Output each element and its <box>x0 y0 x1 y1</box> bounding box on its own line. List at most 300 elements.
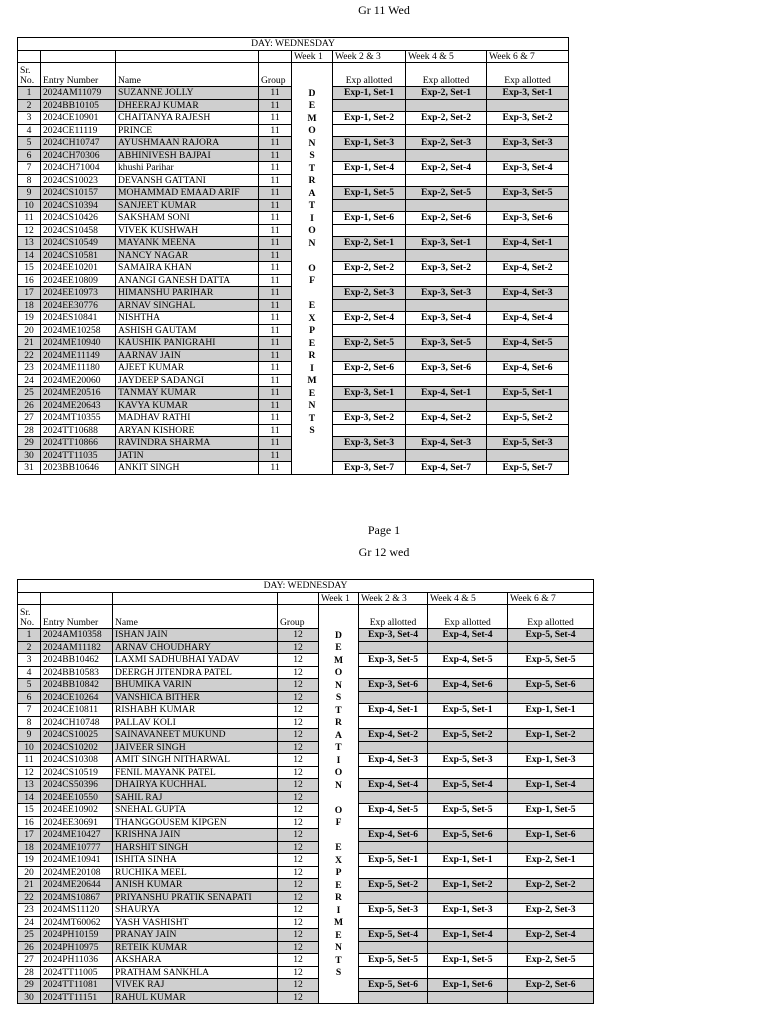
sr-no-cell: 6 <box>18 149 41 162</box>
exp-week2-3-cell <box>359 691 428 704</box>
sr-no-cell: 16 <box>18 274 41 287</box>
name-cell: khushi Parihar <box>116 162 259 175</box>
table-row <box>18 679 594 692</box>
group-cell: 11 <box>259 287 292 300</box>
vertical-letter: E <box>292 99 333 112</box>
exp-week4-5-cell <box>406 399 487 412</box>
entry-number-header: Entry Number <box>41 605 113 629</box>
exp-week4-5-cell <box>406 324 487 337</box>
exp-week2-3-cell: Exp-2, Set-3 <box>333 287 406 300</box>
exp-week6-7-cell: Exp-1, Set-1 <box>508 704 594 717</box>
exp-week6-7-cell <box>508 991 594 1004</box>
week-header: Week 6 & 7 <box>508 592 594 605</box>
group-cell: 12 <box>278 629 319 642</box>
exp-week4-5-cell <box>406 374 487 387</box>
vertical-letter: E <box>292 299 333 312</box>
name-cell: DHEERAJ KUMAR <box>116 99 259 112</box>
entry-number-cell: 2024BB10105 <box>41 99 116 112</box>
exp-week2-3-cell <box>359 866 428 879</box>
group-cell: 11 <box>259 124 292 137</box>
name-cell: ASHISH GAUTAM <box>116 324 259 337</box>
table-row <box>18 904 594 917</box>
entry-number-cell: 2024CH10748 <box>41 716 113 729</box>
vertical-letter: E <box>292 337 333 350</box>
vertical-letter: S <box>319 966 359 979</box>
group-cell: 11 <box>259 199 292 212</box>
name-cell: ABHINIVESH BAJPAI <box>116 149 259 162</box>
exp-week4-5-cell: Exp-5, Set-6 <box>428 829 508 842</box>
sr-no-cell: 13 <box>18 237 41 250</box>
exp-week6-7-cell: Exp-3, Set-5 <box>487 187 569 200</box>
exp-week6-7-cell: Exp-4, Set-4 <box>487 312 569 325</box>
entry-number-cell: 2024BB10583 <box>41 666 113 679</box>
sr-no-cell: 10 <box>18 199 41 212</box>
vertical-letter: S <box>292 149 333 162</box>
name-cell: FENIL MAYANK PATEL <box>113 766 278 779</box>
name-cell: SHAURYA <box>113 904 278 917</box>
name-cell: AYUSHMAAN RAJORA <box>116 137 259 150</box>
exp-week2-3-cell <box>359 766 428 779</box>
sr-no-cell: 29 <box>18 437 41 450</box>
exp-week6-7-cell <box>487 424 569 437</box>
vertical-letter <box>292 449 333 462</box>
vertical-letter: N <box>319 941 359 954</box>
table-row <box>18 412 569 425</box>
exp-week4-5-cell: Exp-4, Set-7 <box>406 462 487 475</box>
exp-week6-7-cell: Exp-2, Set-3 <box>508 904 594 917</box>
vertical-letter: M <box>319 916 359 929</box>
exp-week4-5-cell <box>406 274 487 287</box>
vertical-letter: T <box>292 412 333 425</box>
section-title-gr12: Gr 12 wed <box>358 545 410 559</box>
vertical-letter: T <box>319 741 359 754</box>
exp-week4-5-cell <box>406 99 487 112</box>
table-row <box>18 349 569 362</box>
sr-no-cell: 28 <box>18 424 41 437</box>
exp-week4-5-cell: Exp-1, Set-3 <box>428 904 508 917</box>
exp-week6-7-cell: Exp-4, Set-3 <box>487 287 569 300</box>
exp-week4-5-cell: Exp-1, Set-4 <box>428 929 508 942</box>
vertical-letter: T <box>319 954 359 967</box>
exp-week2-3-cell: Exp-4, Set-4 <box>359 779 428 792</box>
table-row <box>18 766 594 779</box>
vertical-letter <box>319 791 359 804</box>
sr-no-cell: 23 <box>18 362 41 375</box>
table-row <box>18 654 594 667</box>
entry-number-cell: 2024AM10358 <box>41 629 113 642</box>
entry-number-cell: 2024CH71004 <box>41 162 116 175</box>
entry-number-cell: 2024EE30691 <box>41 816 113 829</box>
exp-week6-7-cell <box>508 641 594 654</box>
sr-no-cell: 10 <box>18 741 41 754</box>
exp-week6-7-cell: Exp-3, Set-2 <box>487 112 569 125</box>
table-row <box>18 87 569 100</box>
exp-week6-7-cell <box>508 841 594 854</box>
entry-number-cell: 2024TT11035 <box>41 449 116 462</box>
entry-number-cell: 2024AM11079 <box>41 87 116 100</box>
header-blank <box>113 592 278 605</box>
entry-number-cell: 2024MT60062 <box>41 916 113 929</box>
header-blank <box>41 50 116 63</box>
name-cell: DEERGH JITENDRA PATEL <box>113 666 278 679</box>
name-cell: PALLAV KOLI <box>113 716 278 729</box>
exp-week4-5-cell <box>428 691 508 704</box>
table-row <box>18 262 569 275</box>
exp-week6-7-cell <box>487 449 569 462</box>
group-cell: 11 <box>259 174 292 187</box>
sr-no-cell: 4 <box>18 666 41 679</box>
group-cell: 11 <box>259 362 292 375</box>
group-cell: 12 <box>278 754 319 767</box>
vertical-letter: I <box>292 212 333 225</box>
exp-week4-5-cell: Exp-5, Set-4 <box>428 779 508 792</box>
table-row <box>18 916 594 929</box>
table-row <box>18 387 569 400</box>
header-blank <box>18 592 41 605</box>
exp-week4-5-cell: Exp-1, Set-5 <box>428 954 508 967</box>
name-cell: HARSHIT SINGH <box>113 841 278 854</box>
exp-week2-3-cell: Exp-5, Set-2 <box>359 879 428 892</box>
exp-allotted-header: Exp allotted <box>359 605 428 629</box>
group-cell: 11 <box>259 274 292 287</box>
name-cell: SNEHAL GUPTA <box>113 804 278 817</box>
group-cell: 12 <box>278 716 319 729</box>
name-cell: SAMAIRA KHAN <box>116 262 259 275</box>
group-cell: 12 <box>278 854 319 867</box>
exp-week6-7-cell: Exp-2, Set-4 <box>508 929 594 942</box>
name-cell: SAKSHAM SONI <box>116 212 259 225</box>
table-row <box>18 249 569 262</box>
sr-no-cell: 12 <box>18 766 41 779</box>
entry-number-cell: 2024PH11036 <box>41 954 113 967</box>
entry-number-cell: 2024ME10777 <box>41 841 113 854</box>
vertical-letter: E <box>292 387 333 400</box>
exp-week4-5-cell: Exp-4, Set-3 <box>406 437 487 450</box>
entry-number-cell: 2024TT10688 <box>41 424 116 437</box>
group-cell: 11 <box>259 412 292 425</box>
vertical-letter: M <box>292 112 333 125</box>
exp-week4-5-cell: Exp-2, Set-4 <box>406 162 487 175</box>
group-cell: 12 <box>278 766 319 779</box>
vertical-letter: N <box>292 237 333 250</box>
group-cell: 12 <box>278 879 319 892</box>
exp-week2-3-cell: Exp-5, Set-6 <box>359 979 428 992</box>
exp-week2-3-cell <box>333 299 406 312</box>
schedule-table-gr12 <box>17 579 594 1004</box>
entry-number-cell: 2024BB10842 <box>41 679 113 692</box>
table-row <box>18 312 569 325</box>
name-cell: ARNAV SINGHAL <box>116 299 259 312</box>
name-cell: JAYDEEP SADANGI <box>116 374 259 387</box>
exp-week6-7-cell <box>487 399 569 412</box>
name-cell: ISHAN JAIN <box>113 629 278 642</box>
entry-number-cell: 2024ME10427 <box>41 829 113 842</box>
entry-number-cell: 2024TT11081 <box>41 979 113 992</box>
exp-week6-7-cell: Exp-4, Set-1 <box>487 237 569 250</box>
group-cell: 12 <box>278 779 319 792</box>
exp-week2-3-cell <box>333 324 406 337</box>
entry-number-cell: 2024CS10023 <box>41 174 116 187</box>
exp-week4-5-cell: Exp-3, Set-6 <box>406 362 487 375</box>
exp-week6-7-cell <box>508 891 594 904</box>
vertical-letter: R <box>292 174 333 187</box>
vertical-letter: I <box>319 904 359 917</box>
vertical-letter <box>319 991 359 1004</box>
group-cell: 12 <box>278 804 319 817</box>
name-cell: ARNAV CHOUDHARY <box>113 641 278 654</box>
sr-no-cell: 6 <box>18 691 41 704</box>
sr-no-cell: 18 <box>18 299 41 312</box>
exp-week4-5-cell <box>428 866 508 879</box>
sr-no-cell: 1 <box>18 87 41 100</box>
header-blank <box>41 592 113 605</box>
group-cell: 11 <box>259 374 292 387</box>
group-cell: 11 <box>259 187 292 200</box>
group-cell: 12 <box>278 904 319 917</box>
exp-week4-5-cell <box>406 174 487 187</box>
group-cell: 12 <box>278 866 319 879</box>
exp-week2-3-cell: Exp-3, Set-4 <box>359 629 428 642</box>
exp-week4-5-cell: Exp-5, Set-2 <box>428 729 508 742</box>
exp-allotted-header: Exp allotted <box>333 63 406 87</box>
group-cell: 12 <box>278 891 319 904</box>
name-cell: THANGGOUSEM KIPGEN <box>113 816 278 829</box>
table-row <box>18 666 594 679</box>
name-cell: KAVYA KUMAR <box>116 399 259 412</box>
exp-week4-5-cell <box>406 124 487 137</box>
entry-number-cell: 2024CS10394 <box>41 199 116 212</box>
group-cell: 12 <box>278 666 319 679</box>
group-header: Group <box>259 63 292 87</box>
group-cell: 11 <box>259 137 292 150</box>
entry-number-cell: 2024PH10975 <box>41 941 113 954</box>
group-cell: 12 <box>278 991 319 1004</box>
exp-week6-7-cell: Exp-3, Set-1 <box>487 87 569 100</box>
name-cell: NANCY NAGAR <box>116 249 259 262</box>
exp-week4-5-cell: Exp-2, Set-2 <box>406 112 487 125</box>
entry-number-cell: 2024ME10941 <box>41 854 113 867</box>
table-row <box>18 854 594 867</box>
exp-week4-5-cell <box>406 299 487 312</box>
sr-no-cell: 24 <box>18 916 41 929</box>
sr-no-cell: 19 <box>18 854 41 867</box>
exp-week2-3-cell: Exp-3, Set-2 <box>333 412 406 425</box>
exp-allotted-header: Exp allotted <box>406 63 487 87</box>
name-header: Name <box>116 63 259 87</box>
sr-no-cell: 19 <box>18 312 41 325</box>
name-cell: PRATHAM SANKHLA <box>113 966 278 979</box>
entry-number-cell: 2024MS10867 <box>41 891 113 904</box>
exp-week2-3-cell <box>333 199 406 212</box>
week-header: Week 6 & 7 <box>487 50 569 63</box>
entry-number-cell: 2024ME10258 <box>41 324 116 337</box>
entry-number-cell: 2024ME11180 <box>41 362 116 375</box>
sr-no-cell: 27 <box>18 412 41 425</box>
exp-week2-3-cell: Exp-2, Set-4 <box>333 312 406 325</box>
vertical-letter: F <box>292 274 333 287</box>
exp-week2-3-cell: Exp-1, Set-2 <box>333 112 406 125</box>
exp-week6-7-cell <box>508 816 594 829</box>
vertical-letter: O <box>319 804 359 817</box>
vertical-letter <box>292 437 333 450</box>
vertical-letter: R <box>292 349 333 362</box>
table-row <box>18 424 569 437</box>
exp-week6-7-cell: Exp-1, Set-6 <box>508 829 594 842</box>
exp-week4-5-cell <box>428 716 508 729</box>
entry-number-cell: 2024CH10747 <box>41 137 116 150</box>
vertical-letter <box>319 829 359 842</box>
entry-number-cell: 2024CS10549 <box>41 237 116 250</box>
table-row <box>18 791 594 804</box>
entry-number-cell: 2024EE10809 <box>41 274 116 287</box>
exp-week2-3-cell <box>359 816 428 829</box>
entry-number-header: Entry Number <box>41 63 116 87</box>
entry-number-cell: 2024TT10866 <box>41 437 116 450</box>
exp-week6-7-cell: Exp-3, Set-4 <box>487 162 569 175</box>
group-cell: 12 <box>278 979 319 992</box>
table-row <box>18 816 594 829</box>
table-row <box>18 729 594 742</box>
entry-number-cell: 2024ME20108 <box>41 866 113 879</box>
exp-week4-5-cell <box>428 916 508 929</box>
table-row <box>18 891 594 904</box>
table-row <box>18 162 569 175</box>
sr-no-cell: 7 <box>18 704 41 717</box>
group-cell: 12 <box>278 654 319 667</box>
exp-week4-5-cell <box>428 791 508 804</box>
exp-week2-3-cell <box>359 891 428 904</box>
sr-no-cell: 28 <box>18 966 41 979</box>
group-cell: 11 <box>259 149 292 162</box>
entry-number-cell: 2024CS10157 <box>41 187 116 200</box>
exp-week4-5-cell: Exp-4, Set-6 <box>428 679 508 692</box>
group-cell: 11 <box>259 462 292 475</box>
exp-week2-3-cell: Exp-3, Set-6 <box>359 679 428 692</box>
table-row <box>18 137 569 150</box>
name-cell: KRISHNA JAIN <box>113 829 278 842</box>
vertical-letter: T <box>292 199 333 212</box>
header-blank <box>116 50 259 63</box>
table-row <box>18 449 569 462</box>
exp-week6-7-cell: Exp-5, Set-3 <box>487 437 569 450</box>
vertical-letter <box>292 462 333 475</box>
exp-week2-3-cell: Exp-3, Set-7 <box>333 462 406 475</box>
group-cell: 11 <box>259 437 292 450</box>
exp-week4-5-cell: Exp-2, Set-1 <box>406 87 487 100</box>
vertical-letter: N <box>292 399 333 412</box>
sr-no-header: Sr. No. <box>18 63 41 87</box>
group-cell: 11 <box>259 399 292 412</box>
exp-week6-7-cell <box>487 199 569 212</box>
exp-week2-3-cell <box>333 274 406 287</box>
exp-week2-3-cell: Exp-4, Set-3 <box>359 754 428 767</box>
table-row <box>18 337 569 350</box>
table-row <box>18 979 594 992</box>
entry-number-cell: 2024ME20060 <box>41 374 116 387</box>
table-row <box>18 966 594 979</box>
exp-week4-5-cell: Exp-1, Set-2 <box>428 879 508 892</box>
exp-allotted-header: Exp allotted <box>487 63 569 87</box>
name-cell: ARYAN KISHORE <box>116 424 259 437</box>
exp-week2-3-cell <box>333 399 406 412</box>
sr-no-cell: 5 <box>18 679 41 692</box>
sr-no-cell: 29 <box>18 979 41 992</box>
exp-week2-3-cell: Exp-2, Set-5 <box>333 337 406 350</box>
table-row <box>18 691 594 704</box>
week-header: Week 1 <box>292 50 333 63</box>
group-cell: 12 <box>278 741 319 754</box>
entry-number-cell: 2024ME10940 <box>41 337 116 350</box>
exp-week2-3-cell: Exp-3, Set-3 <box>333 437 406 450</box>
table-row <box>18 324 569 337</box>
sr-no-cell: 17 <box>18 287 41 300</box>
exp-week2-3-cell: Exp-5, Set-1 <box>359 854 428 867</box>
vertical-letter: N <box>292 137 333 150</box>
exp-week6-7-cell <box>508 791 594 804</box>
exp-week2-3-cell <box>359 716 428 729</box>
entry-number-cell: 2024CS10308 <box>41 754 113 767</box>
exp-week2-3-cell: Exp-2, Set-2 <box>333 262 406 275</box>
table-row <box>18 866 594 879</box>
vertical-letter: I <box>319 754 359 767</box>
name-cell: BHUMIKA VARIN <box>113 679 278 692</box>
exp-week4-5-cell: Exp-5, Set-1 <box>428 704 508 717</box>
exp-week4-5-cell: Exp-4, Set-4 <box>428 629 508 642</box>
exp-week4-5-cell: Exp-1, Set-1 <box>428 854 508 867</box>
table-row <box>18 641 594 654</box>
header-blank <box>18 50 41 63</box>
group-cell: 11 <box>259 162 292 175</box>
group-cell: 11 <box>259 262 292 275</box>
table-row <box>18 941 594 954</box>
exp-week6-7-cell: Exp-2, Set-6 <box>508 979 594 992</box>
group-cell: 11 <box>259 87 292 100</box>
table-row <box>18 804 594 817</box>
vertical-letter: N <box>319 779 359 792</box>
sr-no-cell: 3 <box>18 654 41 667</box>
exp-week2-3-cell <box>359 966 428 979</box>
exp-week4-5-cell <box>428 941 508 954</box>
sr-no-cell: 24 <box>18 374 41 387</box>
vertical-letter: A <box>319 729 359 742</box>
group-cell: 12 <box>278 829 319 842</box>
sr-no-cell: 11 <box>18 754 41 767</box>
name-cell: AMIT SINGH NITHARWAL <box>113 754 278 767</box>
table-row <box>18 741 594 754</box>
name-cell: DHAIRYA KUCHHAL <box>113 779 278 792</box>
name-cell: RETEIK KUMAR <box>113 941 278 954</box>
exp-week6-7-cell: Exp-5, Set-5 <box>508 654 594 667</box>
entry-number-cell: 2024CS10519 <box>41 766 113 779</box>
exp-allotted-header: Exp allotted <box>428 605 508 629</box>
sr-no-cell: 27 <box>18 954 41 967</box>
schedule-table-gr11 <box>17 37 569 475</box>
name-cell: RAHUL KUMAR <box>113 991 278 1004</box>
entry-number-cell: 2024TT11005 <box>41 966 113 979</box>
name-cell: AARNAV JAIN <box>116 349 259 362</box>
sr-no-cell: 13 <box>18 779 41 792</box>
exp-week2-3-cell <box>359 941 428 954</box>
vertical-letter: M <box>319 654 359 667</box>
exp-week4-5-cell <box>406 424 487 437</box>
exp-week4-5-cell: Exp-2, Set-6 <box>406 212 487 225</box>
entry-number-cell: 2024EE10902 <box>41 804 113 817</box>
sr-no-cell: 22 <box>18 891 41 904</box>
exp-week4-5-cell <box>406 224 487 237</box>
table-row <box>18 462 569 475</box>
exp-week6-7-cell: Exp-1, Set-2 <box>508 729 594 742</box>
entry-number-cell: 2023BB10646 <box>41 462 116 475</box>
